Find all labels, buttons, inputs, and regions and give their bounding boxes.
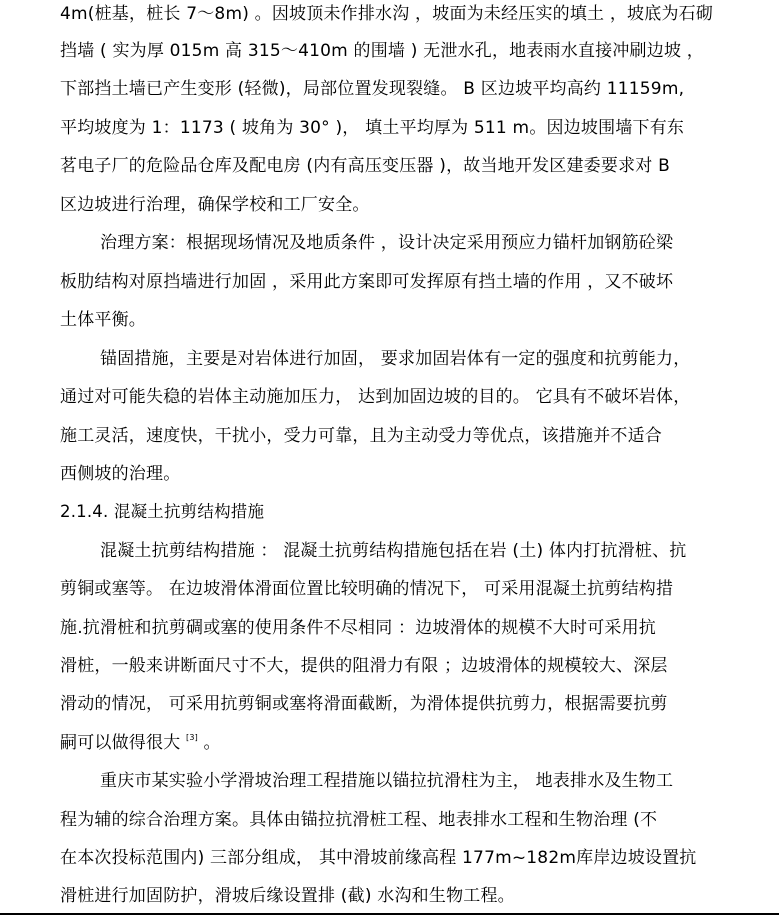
text-line: 施.抗滑桩和抗剪碉或塞的使用条件不尽相同 ：边坡滑体的规模不大时可采用抗 [60,618,657,638]
text-line: 茗电子厂的危险品仓库及配电房 (内有高压变压器 )，故当地开发区建委要求对 B [60,156,670,176]
text-line: 程为辅的综合治理方案。具体由锚拉抗滑桩工程、地表排水工程和生物治理 (不 [60,810,658,830]
paragraph-first-line: 重庆市某实验小学滑坡治理工程措施以锚拉抗滑柱为主， 地表排水及生物工 [100,771,674,791]
citation-marker: [3] [186,733,198,742]
paragraph-first-line: 混凝土抗剪结构措施 ： 混凝土抗剪结构措施包括在岩 (土) 体内打抗滑桩、抗 [100,541,687,561]
text-line: 西侧坡的治理。 [60,464,181,484]
text-line: 通过对可能失稳的岩体主动施加压力， 达到加固边坡的目的。 它具有不破坏岩体， [60,387,691,407]
text-line: 平均坡度为 1：1173 ( 坡角为 30° )， 填土平均厚为 511 m。因边坡围墙下有东 [60,118,685,138]
text-line-with-citation [60,732,750,754]
text-segment: 嗣可以做得很大 [60,733,181,753]
text-segment: 。 [197,733,221,753]
text-line: 区边坡进行治理，确保学校和工厂安全。 [60,195,370,215]
text-line: 滑桩进行加固防护，滑坡后缘设置排 (截) 水沟和生物工程。 [60,886,515,906]
text-line: 在本次投标范围内) 三部分组成， 其中滑坡前缘高程 177m~182m库岸边坡设置抗 [60,848,697,868]
text-line: 下部挡土墙已产生变形 (轻微)，局部位置发现裂缝。 B 区边坡平均高约 11159m, [60,79,685,99]
paragraph-first-line: 治理方案：根据现场情况及地质条件 ，设计决定采用预应力锚杆加钢筋砼梁 [100,233,674,253]
text-line: 土体平衡。 [60,310,146,330]
section-heading: 2.1.4. 混凝土抗剪结构措施 [60,502,265,521]
text-line: 滑动的情况， 可采用抗剪铜或塞将滑面截断，为滑体提供抗剪力，根据需要抗剪 [60,694,668,714]
text-line: 剪铜或塞等。 在边坡滑体滑面位置比较明确的情况下， 可采用混凝土抗剪结构措 [60,579,674,599]
text-line: 滑桩，一般来讲断面尺寸不大，提供的阻滑力有限 ；边坡滑体的规模较大、深层 [60,656,668,676]
bottom-rule [0,913,779,915]
text-line: 挡墙 ( 实为厚 015m 高 315～410m 的围墙 ) 无泄水孔，地表雨水直接冲刷边坡 ， [60,41,704,61]
text-line: 4m(桩基，桩长 7～8m) 。因坡顶未作排水沟 ，坡面为未经压实的填土 ，坡底为石砌 [60,4,714,24]
text-line: 板肋结构对原挡墙进行加固 ，采用此方案即可发挥原有挡土墙的作用 ，又不破坏 [60,272,674,292]
text-line: 施工灵活，速度快，干扰小，受力可靠，且为主动受力等优点，该措施并不适合 [60,426,662,446]
paragraph-first-line: 锚固措施，主要是对岩体进行加固， 要求加固岩体有一定的强度和抗剪能力， [100,349,691,369]
